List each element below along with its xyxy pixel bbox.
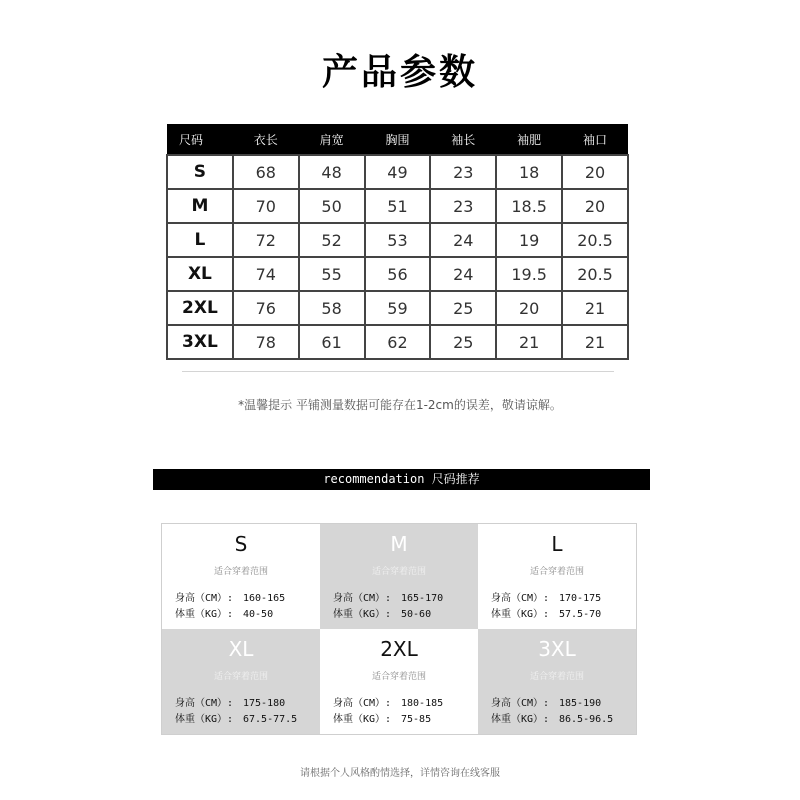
- weight-value: 40-50: [243, 609, 274, 620]
- footer-note: 请根据个人风格酌情选择，详情咨询在线客服: [300, 768, 500, 779]
- weight-label: 体重（KG）:: [175, 714, 234, 725]
- size-card-l: [478, 524, 636, 629]
- size-chart-table: [166, 124, 629, 360]
- value-cell: 25: [430, 325, 496, 359]
- value-cell: 20.5: [562, 223, 628, 257]
- recommendation-banner: recommendation 尺码推荐: [153, 469, 650, 490]
- value-cell: 18.5: [496, 189, 562, 223]
- value-cell: 23: [430, 189, 496, 223]
- weight-row: [333, 710, 431, 725]
- value-cell: 55: [299, 257, 365, 291]
- value-cell: 58: [299, 291, 365, 325]
- card-fit-label: 适合穿着范围: [213, 567, 268, 577]
- height-label: 身高（CM）:: [333, 698, 392, 709]
- table-row: [167, 223, 628, 257]
- page-title: 产品参数: [321, 52, 478, 93]
- weight-row: [333, 605, 431, 620]
- weight-label: 体重（KG）:: [491, 609, 550, 620]
- weight-value: 67.5-77.5: [243, 714, 298, 725]
- header-cell: 袖长: [430, 124, 496, 155]
- value-cell: 56: [365, 257, 431, 291]
- size-card-3xl: [478, 629, 636, 734]
- table-row: [167, 189, 628, 223]
- header-cell: 袖肥: [496, 124, 562, 155]
- weight-label: 体重（KG）:: [175, 609, 234, 620]
- size-cell: XL: [167, 257, 233, 291]
- header-cell: 衣长: [233, 124, 299, 155]
- size-cell: 2XL: [167, 291, 233, 325]
- value-cell: 49: [365, 155, 431, 189]
- card-fit-label: 适合穿着范围: [371, 672, 426, 682]
- card-fit-label: 适合穿着范围: [213, 672, 268, 682]
- table-row: [167, 257, 628, 291]
- card-fit-label: 适合穿着范围: [529, 672, 584, 682]
- height-value: 170-175: [559, 593, 602, 604]
- value-cell: 48: [299, 155, 365, 189]
- header-cell: 胸围: [365, 124, 431, 155]
- value-cell: 59: [365, 291, 431, 325]
- value-cell: 21: [562, 291, 628, 325]
- value-cell: 23: [430, 155, 496, 189]
- size-card-2xl: [320, 629, 478, 734]
- measurement-tip: *温馨提示 平铺测量数据可能存在1-2cm的误差，敬请谅解。: [238, 398, 562, 412]
- weight-row: [491, 710, 613, 725]
- height-label: 身高（CM）:: [175, 593, 234, 604]
- table-row: [167, 325, 628, 359]
- weight-row: [491, 605, 601, 620]
- value-cell: 70: [233, 189, 299, 223]
- height-row: [491, 694, 601, 709]
- weight-label: 体重（KG）:: [333, 609, 392, 620]
- size-cell: 3XL: [167, 325, 233, 359]
- height-value: 160-165: [243, 593, 286, 604]
- value-cell: 25: [430, 291, 496, 325]
- height-row: [333, 694, 443, 709]
- weight-value: 86.5-96.5: [559, 714, 614, 725]
- header-cell: 袖口: [562, 124, 628, 155]
- card-size-label: S: [234, 532, 248, 556]
- table-row: [167, 291, 628, 325]
- card-fit-label: 适合穿着范围: [529, 567, 584, 577]
- size-cell: M: [167, 189, 233, 223]
- height-value: 175-180: [243, 698, 286, 709]
- card-size-label: 3XL: [538, 637, 576, 661]
- height-row: [175, 589, 285, 604]
- height-label: 身高（CM）:: [491, 698, 550, 709]
- size-cell: S: [167, 155, 233, 189]
- value-cell: 20: [496, 291, 562, 325]
- recommendation-grid: [161, 523, 637, 735]
- header-cell: 肩宽: [299, 124, 365, 155]
- weight-value: 57.5-70: [559, 609, 602, 620]
- card-size-label: 2XL: [380, 637, 418, 661]
- card-fit-label: 适合穿着范围: [371, 567, 426, 577]
- value-cell: 51: [365, 189, 431, 223]
- value-cell: 20: [562, 155, 628, 189]
- value-cell: 20.5: [562, 257, 628, 291]
- header-cell: 尺码: [167, 124, 233, 155]
- height-label: 身高（CM）:: [333, 593, 392, 604]
- divider: [182, 371, 614, 372]
- value-cell: 19: [496, 223, 562, 257]
- value-cell: 20: [562, 189, 628, 223]
- table-header-row: [167, 124, 628, 155]
- card-size-label: L: [551, 532, 563, 556]
- height-label: 身高（CM）:: [491, 593, 550, 604]
- value-cell: 78: [233, 325, 299, 359]
- card-size-label: XL: [228, 637, 254, 661]
- height-value: 165-170: [401, 593, 444, 604]
- height-value: 185-190: [559, 698, 602, 709]
- size-card-xl: [162, 629, 320, 734]
- table-row: [167, 155, 628, 189]
- value-cell: 24: [430, 257, 496, 291]
- size-card-s: [162, 524, 320, 629]
- value-cell: 18: [496, 155, 562, 189]
- height-row: [333, 589, 443, 604]
- value-cell: 62: [365, 325, 431, 359]
- value-cell: 74: [233, 257, 299, 291]
- size-card-m: [320, 524, 478, 629]
- value-cell: 72: [233, 223, 299, 257]
- weight-value: 50-60: [401, 609, 432, 620]
- value-cell: 68: [233, 155, 299, 189]
- height-value: 180-185: [401, 698, 444, 709]
- weight-row: [175, 710, 297, 725]
- value-cell: 19.5: [496, 257, 562, 291]
- card-size-label: M: [390, 532, 408, 556]
- height-row: [491, 589, 601, 604]
- weight-label: 体重（KG）:: [491, 714, 550, 725]
- height-label: 身高（CM）:: [175, 698, 234, 709]
- weight-row: [175, 605, 273, 620]
- value-cell: 21: [496, 325, 562, 359]
- value-cell: 52: [299, 223, 365, 257]
- weight-label: 体重（KG）:: [333, 714, 392, 725]
- size-cell: L: [167, 223, 233, 257]
- value-cell: 61: [299, 325, 365, 359]
- value-cell: 50: [299, 189, 365, 223]
- value-cell: 53: [365, 223, 431, 257]
- weight-value: 75-85: [401, 714, 432, 725]
- height-row: [175, 694, 285, 709]
- value-cell: 24: [430, 223, 496, 257]
- value-cell: 76: [233, 291, 299, 325]
- value-cell: 21: [562, 325, 628, 359]
